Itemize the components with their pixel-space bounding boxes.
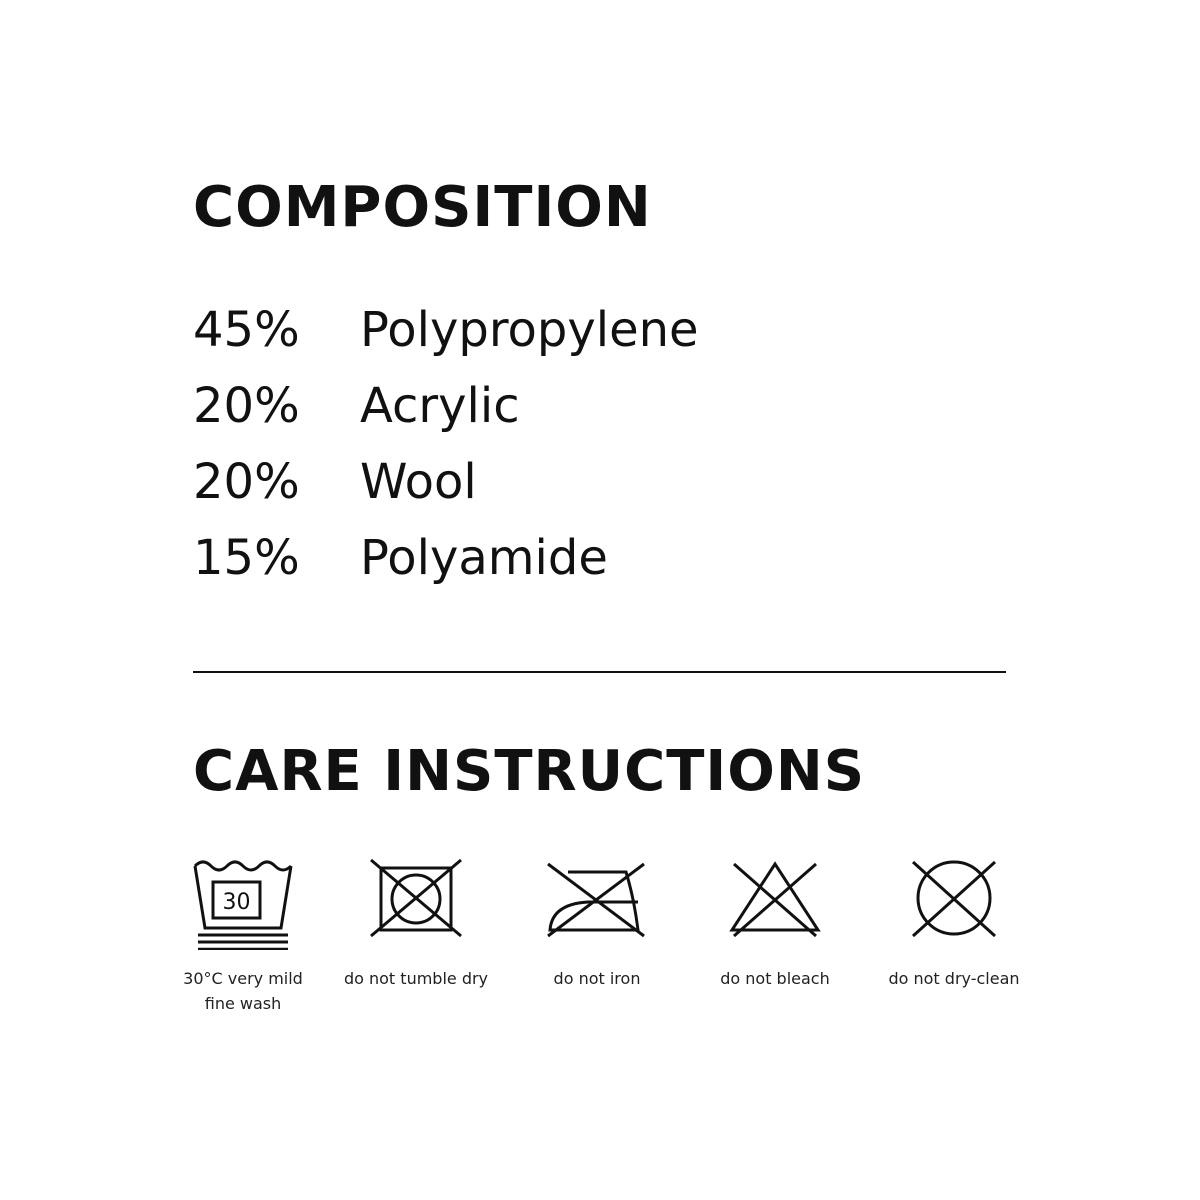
- care-item-iron: [502, 858, 692, 991]
- care-label-line: do not bleach: [720, 969, 830, 988]
- care-label-line: 30°C very mild: [183, 969, 303, 988]
- care-label-line: do not dry-clean: [888, 969, 1020, 988]
- care-item-wash: [148, 858, 338, 1016]
- composition-heading: COMPOSITION: [193, 175, 652, 240]
- care-label: [859, 966, 1049, 991]
- care-label: [321, 966, 511, 991]
- care-instructions-heading: CARE INSTRUCTIONS: [193, 739, 866, 804]
- composition-material: Wool: [360, 454, 477, 510]
- composition-row: [193, 292, 893, 368]
- composition-percent: 15%: [193, 530, 300, 586]
- do-not-dry-clean-icon: [899, 858, 1009, 950]
- wash-30-very-mild-icon: [188, 858, 298, 950]
- do-not-iron-icon: [542, 858, 652, 950]
- wash-temperature-label: 30: [222, 890, 251, 915]
- care-label: [502, 966, 692, 991]
- composition-row: [193, 444, 893, 520]
- section-divider: [193, 671, 1006, 673]
- care-item-dry-clean: [859, 858, 1049, 991]
- care-label-line: do not iron: [553, 969, 641, 988]
- composition-percent: 20%: [193, 378, 300, 434]
- care-item-tumble-dry: [321, 858, 511, 991]
- composition-percent: 45%: [193, 302, 300, 358]
- do-not-bleach-icon: [720, 858, 830, 950]
- composition-row: [193, 368, 893, 444]
- composition-percent: 20%: [193, 454, 300, 510]
- care-label-line: do not tumble dry: [343, 969, 489, 988]
- composition-row: [193, 520, 893, 596]
- composition-list: [193, 292, 893, 596]
- care-label-line: fine wash: [204, 994, 282, 1013]
- do-not-tumble-dry-icon: [361, 858, 471, 950]
- care-label: [680, 966, 870, 991]
- composition-material: Acrylic: [360, 378, 520, 434]
- care-item-bleach: [680, 858, 870, 991]
- care-label: [148, 966, 338, 1016]
- composition-material: Polypropylene: [360, 302, 699, 358]
- composition-material: Polyamide: [360, 530, 608, 586]
